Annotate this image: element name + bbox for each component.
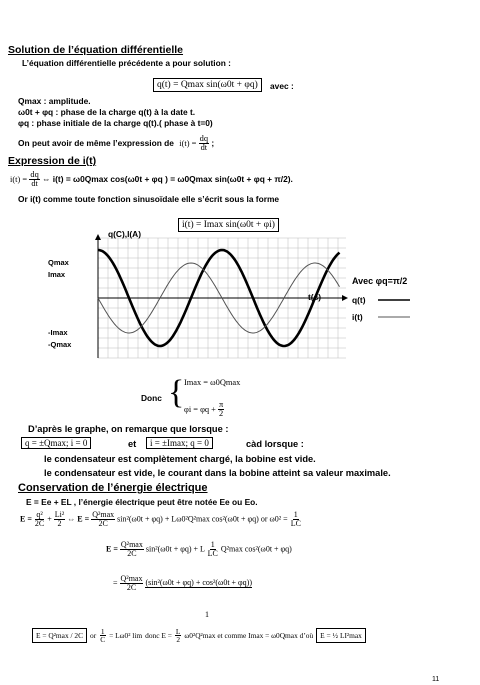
donc-line1: Imax = ω0Qmax [184,378,241,387]
y-axis-arrow [95,234,101,240]
solution-intro: L’équation différentielle précédente a pour solution : [22,58,231,68]
energie-eq3-underbrace: 1 [205,610,209,619]
remark-et: et [128,439,137,449]
legend-i: i(t) [352,312,363,322]
energie-eq1: E = $\frac{\text{q²}}{2C}$ + $\frac{\text{Li²}}{2}$ ⇔ E = $\frac{\text{Q²max}}{2C}$ sin²(ω0t + φq) + Lω0²Q²max cos²(ω0t + φq) or ω0² = $\frac{1}{LC}$ [20,510,301,528]
energie-final: E = Q²max / 2C or $\frac{1}{C}$ = Lω0² lim donc E = $\frac{L}{2}$ ω0²Q²max et comme Imax = ω0Qmax d’où E = ½ LI²max [32,628,366,644]
current-formula: i(t) = Imax sin(ω0t + φi) [178,218,279,232]
final-box-2: E = ½ LI²max [316,628,366,643]
section-title-solution: Solution de l’équation différentielle [8,44,184,56]
def-phase: ω0t + φq : phase de la charge q(t) à la date t. [18,107,196,117]
remark-box-i: i = ±Imax; q = 0 [146,437,213,449]
q-i-graph [0,232,480,360]
label-minus-qmax: -Qmax [48,340,72,349]
label-qmax: Qmax [48,258,69,267]
def-amplitude: Qmax : amplitude. [18,96,91,106]
page-number: 11 [432,676,440,683]
energie-eq2: E = $\frac{\text{Q²max}}{2C}$ sin²(ω0t + φq) + L $\frac{1}{LC}$ Q²max cos²(ω0t + φq) [106,540,292,558]
x-axis-arrow [342,295,348,301]
remark-line1: le condensateur est complètement chargé, la bobine est vide. [44,454,316,464]
solution-avec: avec : [270,81,294,91]
remark-line2: le condensateur est vide, le courant dans la bobine atteint sa valeur maximale. [44,468,391,478]
remark-cad: càd lorsque : [246,439,304,449]
label-minus-imax: -Imax [48,328,68,337]
def-phase-initiale: φq : phase initiale de la charge q(t).( phase à t=0) [18,118,213,128]
label-imax: Imax [48,270,66,279]
current-intro: On peut avoir de même l’expression de i(t) = $\frac{dq}{dt}$ ; [18,134,215,153]
y-axis-label: q(C),I(A) [108,229,142,239]
x-axis-label: t(s) [308,292,322,302]
donc-label: Donc [141,393,162,403]
graph-avec: Avec φq=π/2 [352,276,408,286]
donc-brace: { [168,374,185,411]
current-derivation: i(t) = $\frac{dq}{dt}$ ⇔ i(t) = ω0Qmax cos(ω0t + φq ) = ω0Qmax sin(ω0t + φq + π/2). [10,170,293,189]
energie-sub: E = Ee + EL , l’énergie électrique peut être notée Ee ou Eo. [26,497,258,507]
section-title-energie: Conservation de l’énergie électrique [18,482,208,494]
final-box-1: E = Q²max / 2C [32,628,87,643]
remark-box-q: q = ±Qmax; i = 0 [21,437,91,449]
section-title-expression: Expression de i(t) [8,155,97,167]
energie-eq3: = $\frac{\text{Q²max}}{2C}$ (sin²(ω0t + φq) + cos²(ω0t + φq)) [113,574,252,592]
donc-line2: φi = φq + $\frac{\pi}{2}$ [184,400,224,419]
solution-formula: q(t) = Qmax sin(ω0t + φq) [153,78,262,92]
sinus-note: Or i(t) comme toute fonction sinusoïdale elle s’écrit sous la forme [18,194,280,204]
graph-remark-intro: D’après le graphe, on remarque que lorsque : [28,424,229,434]
legend-q: q(t) [352,295,366,305]
